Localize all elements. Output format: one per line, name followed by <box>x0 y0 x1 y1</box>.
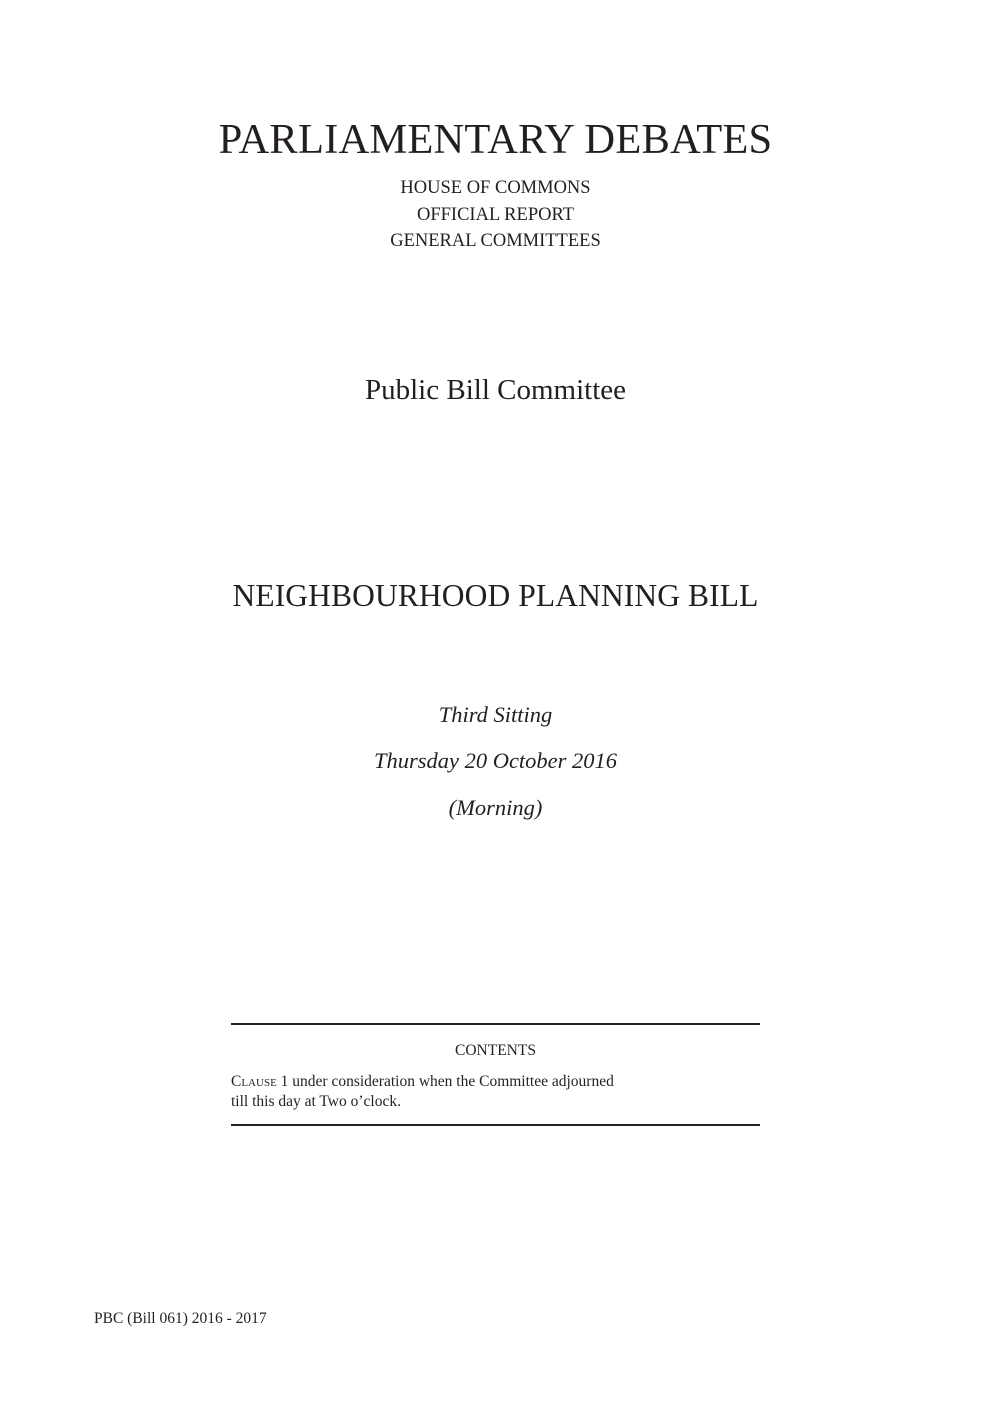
subtitle-report: OFFICIAL REPORT <box>416 204 574 225</box>
subtitle-house: HOUSE OF COMMONS <box>400 178 591 198</box>
publication-title: PARLIAMENTARY DEBATES <box>218 116 773 163</box>
subtitle-committees: GENERAL COMMITTEES <box>390 231 601 251</box>
contents-entry-line-2: till this day at Two o’clock. <box>231 1093 401 1110</box>
sitting-number: Third Sitting <box>438 702 553 727</box>
sitting-date: Thursday 20 October 2016 <box>373 748 618 773</box>
contents-entry <box>231 1072 760 1112</box>
committee-name: Public Bill Committee <box>365 374 626 406</box>
contents-top-rule <box>231 1023 760 1025</box>
bill-title: NEIGHBOURHOOD PLANNING BILL <box>232 578 759 613</box>
contents-entry-text: 1 under consideration when the Committee adjourned <box>276 1073 614 1090</box>
contents-heading: CONTENTS <box>455 1042 536 1059</box>
contents-section <box>231 1023 760 1127</box>
publication-subtitle <box>0 175 991 255</box>
contents-entry-line-1 <box>231 1072 760 1092</box>
sitting-session: (Morning) <box>448 795 543 820</box>
contents-entry-lead: Clause <box>231 1073 277 1090</box>
contents-bottom-rule <box>231 1124 760 1126</box>
document-reference: PBC (Bill 061) 2016 - 2017 <box>94 1310 267 1327</box>
